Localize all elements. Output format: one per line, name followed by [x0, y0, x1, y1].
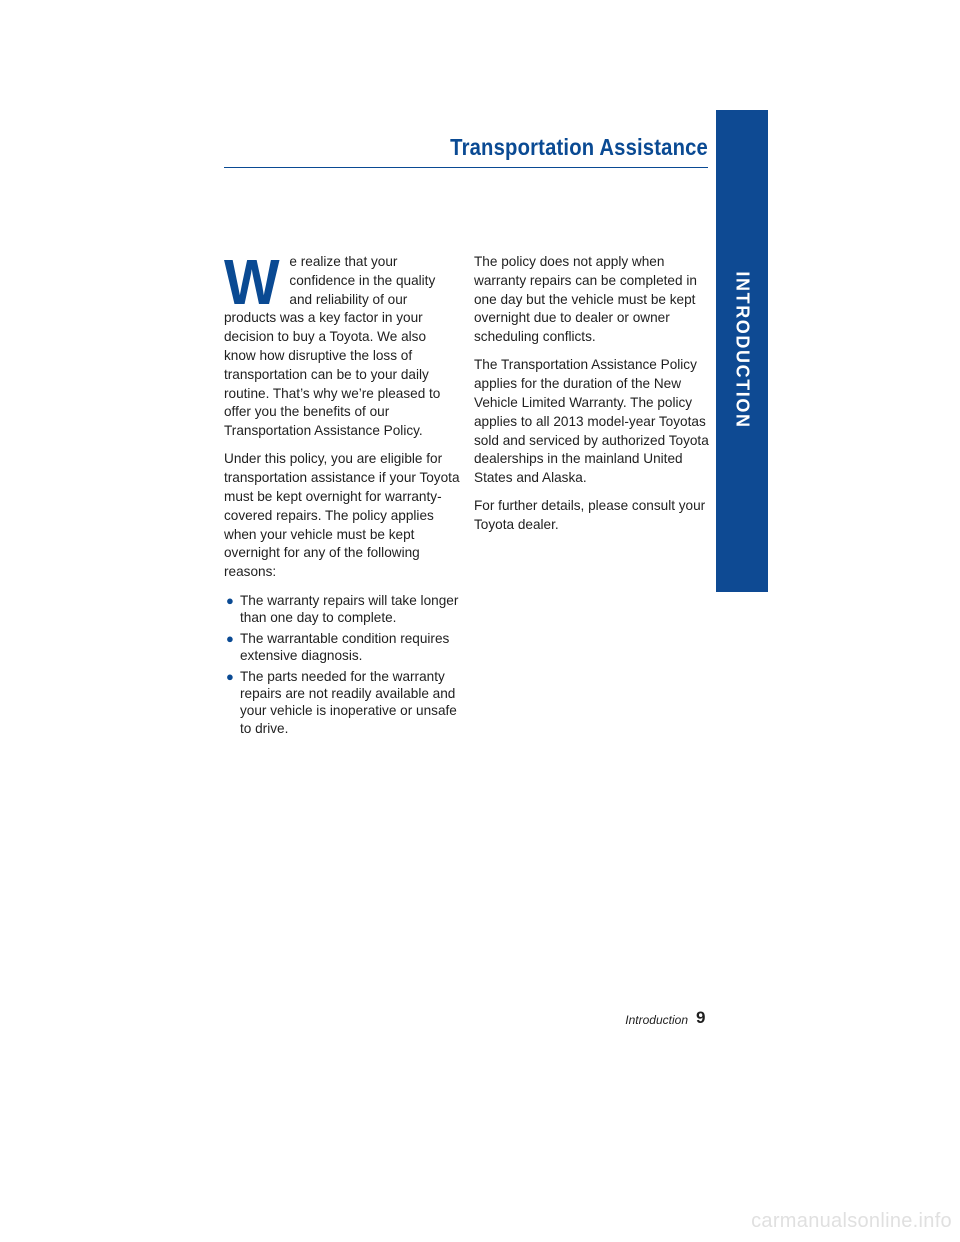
drop-cap: W [224, 246, 280, 318]
reasons-list [224, 592, 460, 737]
list-item-text: The warrantable condition requires extensive diagnosis. [240, 630, 450, 664]
left-column [224, 246, 460, 740]
bullet-icon: ● [226, 630, 234, 646]
list-item-text: The warranty repairs will take longer than one day to complete. [240, 592, 459, 626]
details-paragraph: For further details, please consult your Toyota dealer. [474, 498, 706, 533]
intro-text: e realize that your confidence in the quality and reliability of our products was a key factor in your decision to buy a Toyota. We also know how disruptive the loss of transportation can be to your daily routine. That’s why we’re pleased to offer you the benefits of our Transportation Assistance Policy. [224, 254, 441, 439]
bullet-icon: ● [226, 592, 234, 608]
intro-paragraph [224, 246, 460, 441]
page-number: 9 [696, 1008, 706, 1027]
watermark: carmanualsonline.info [751, 1210, 952, 1232]
section-tab [716, 110, 768, 592]
duration-paragraph: The Transportation Assistance Policy applies for the duration of the New Vehicle Limited Warranty. The policy applies to all 2013 model-year Toyotas sold and serviced by authorized Toyota dealerships in the mainland United States and Alaska. [474, 357, 709, 486]
list-item [224, 630, 460, 665]
title-divider [224, 167, 708, 168]
bullet-icon: ● [226, 668, 234, 684]
section-tab-label: INTRODUCTION [732, 271, 753, 429]
exclusion-paragraph: The policy does not apply when warranty repairs can be completed in one day but the vehicle must be kept overnight due to dealer or owner scheduling conflicts. [474, 254, 697, 345]
list-item [224, 668, 460, 738]
right-column [474, 253, 710, 544]
list-item [224, 592, 460, 627]
list-item-text: The parts needed for the warranty repairs are not readily available and your vehicle is inoperative or unsafe to drive. [240, 668, 457, 736]
footer-section-label: Introduction [625, 1013, 688, 1027]
page-title: Transportation Assistance [450, 134, 708, 160]
eligibility-paragraph: Under this policy, you are eligible for transportation assistance if your Toyota must be kept overnight for warranty-covered repairs. The policy applies when your vehicle must be kept overnight for any of the following reasons: [224, 451, 460, 580]
